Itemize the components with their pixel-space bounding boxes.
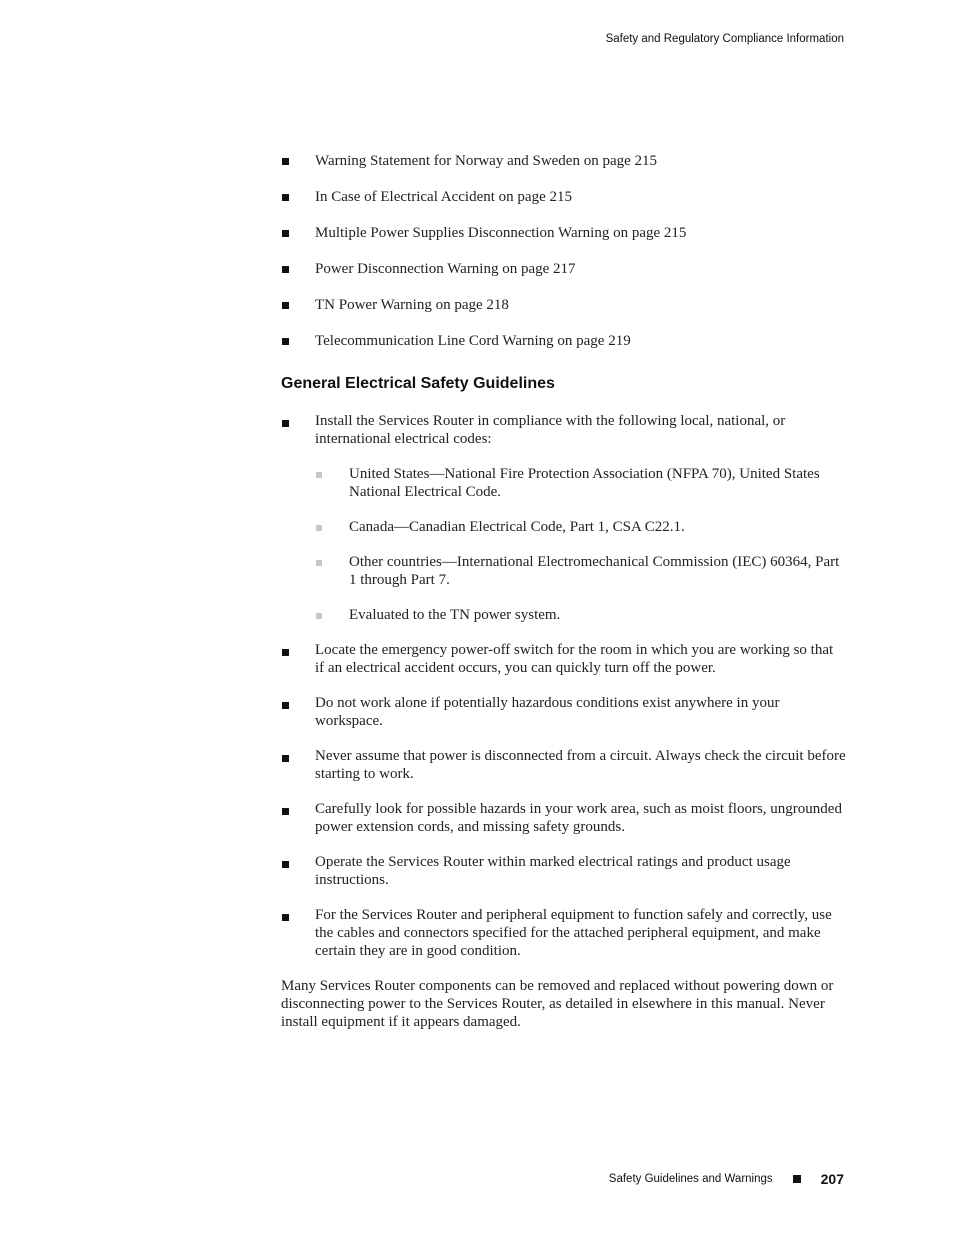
square-bullet-icon xyxy=(282,266,289,273)
guideline-item xyxy=(281,694,846,730)
toc-link-text[interactable]: Power Disconnection Warning on page 217 xyxy=(315,261,576,277)
toc-link-text[interactable]: TN Power Warning on page 218 xyxy=(315,297,509,313)
guideline-item xyxy=(281,906,846,960)
section-heading: General Electrical Safety Guidelines xyxy=(281,375,555,392)
guideline-text: Locate the emergency power-off switch for the room in which you are working so that if an electrical accident occurs, you can quickly turn off the power. xyxy=(315,642,834,676)
guideline-text: Never assume that power is disconnected from a circuit. Always check the circuit before starting to work. xyxy=(315,748,846,782)
toc-link-item[interactable] xyxy=(281,222,846,258)
square-bullet-icon xyxy=(282,194,289,201)
sub-bullet-icon xyxy=(316,560,322,566)
code-text: Evaluated to the TN power system. xyxy=(349,607,561,623)
toc-link-text[interactable]: In Case of Electrical Accident on page 215 xyxy=(315,189,572,205)
running-header: Safety and Regulatory Compliance Information xyxy=(605,33,844,45)
guideline-text: Operate the Services Router within marked electrical ratings and product usage instructions. xyxy=(315,854,791,888)
square-bullet-icon xyxy=(282,755,289,762)
square-bullet-icon xyxy=(282,702,289,709)
code-item xyxy=(315,553,846,589)
square-bullet-icon xyxy=(282,649,289,656)
guideline-text: Install the Services Router in compliance with the following local, national, or international electrical codes: xyxy=(315,413,786,447)
guideline-text: Carefully look for possible hazards in your work area, such as moist floors, ungrounded power extension cords, and missing safety grounds. xyxy=(315,801,842,835)
guideline-item xyxy=(281,853,846,889)
toc-link-item[interactable] xyxy=(281,186,846,222)
square-bullet-icon xyxy=(282,861,289,868)
toc-link-text[interactable]: Warning Statement for Norway and Sweden on page 215 xyxy=(315,153,658,169)
guideline-list xyxy=(281,412,846,977)
page-content xyxy=(281,150,846,1030)
sub-bullet-icon xyxy=(316,472,322,478)
guideline-item xyxy=(281,747,846,783)
sub-bullet-icon xyxy=(316,613,322,619)
toc-link-item[interactable] xyxy=(281,330,846,366)
toc-link-item[interactable] xyxy=(281,258,846,294)
closing-paragraph: Many Services Router components can be removed and replaced without powering down or disconnecting power to the Services Router, as detailed in elsewhere in this manual. Never install equipment if it appears damaged. xyxy=(281,978,834,1030)
guideline-text: Do not work alone if potentially hazardous conditions exist anywhere in your workspace. xyxy=(315,695,780,729)
toc-link-item[interactable] xyxy=(281,150,846,186)
square-bullet-icon xyxy=(282,338,289,345)
guideline-item xyxy=(281,800,846,836)
toc-link-item[interactable] xyxy=(281,294,846,330)
code-item xyxy=(315,518,846,536)
code-item xyxy=(315,606,846,624)
square-bullet-icon xyxy=(282,420,289,427)
guideline-item xyxy=(281,641,846,677)
code-text: United States—National Fire Protection Association (NFPA 70), United States National Electrical Code. xyxy=(349,466,820,500)
page-number: 207 xyxy=(820,1171,844,1187)
toc-link-text[interactable]: Telecommunication Line Cord Warning on page 219 xyxy=(315,333,631,349)
square-separator-icon xyxy=(793,1175,801,1183)
guideline-text: For the Services Router and peripheral equipment to function safely and correctly, use the cables and connectors specified for the attached peripheral equipment, and make certain they are in good condition. xyxy=(315,907,832,959)
square-bullet-icon xyxy=(282,158,289,165)
square-bullet-icon xyxy=(282,808,289,815)
code-sublist xyxy=(315,465,846,624)
toc-link-list xyxy=(281,150,846,366)
toc-link-text[interactable]: Multiple Power Supplies Disconnection Warning on page 215 xyxy=(315,225,687,241)
code-item xyxy=(315,465,846,501)
footer-chapter-title: Safety Guidelines and Warnings xyxy=(608,1173,773,1185)
guideline-item xyxy=(281,412,846,624)
sub-bullet-icon xyxy=(316,525,322,531)
code-text: Other countries—International Electromechanical Commission (IEC) 60364, Part 1 through Part 7. xyxy=(349,554,840,588)
square-bullet-icon xyxy=(282,914,289,921)
square-bullet-icon xyxy=(282,230,289,237)
code-text: Canada—Canadian Electrical Code, Part 1, CSA C22.1. xyxy=(349,519,685,535)
page-footer xyxy=(609,1171,844,1187)
square-bullet-icon xyxy=(282,302,289,309)
